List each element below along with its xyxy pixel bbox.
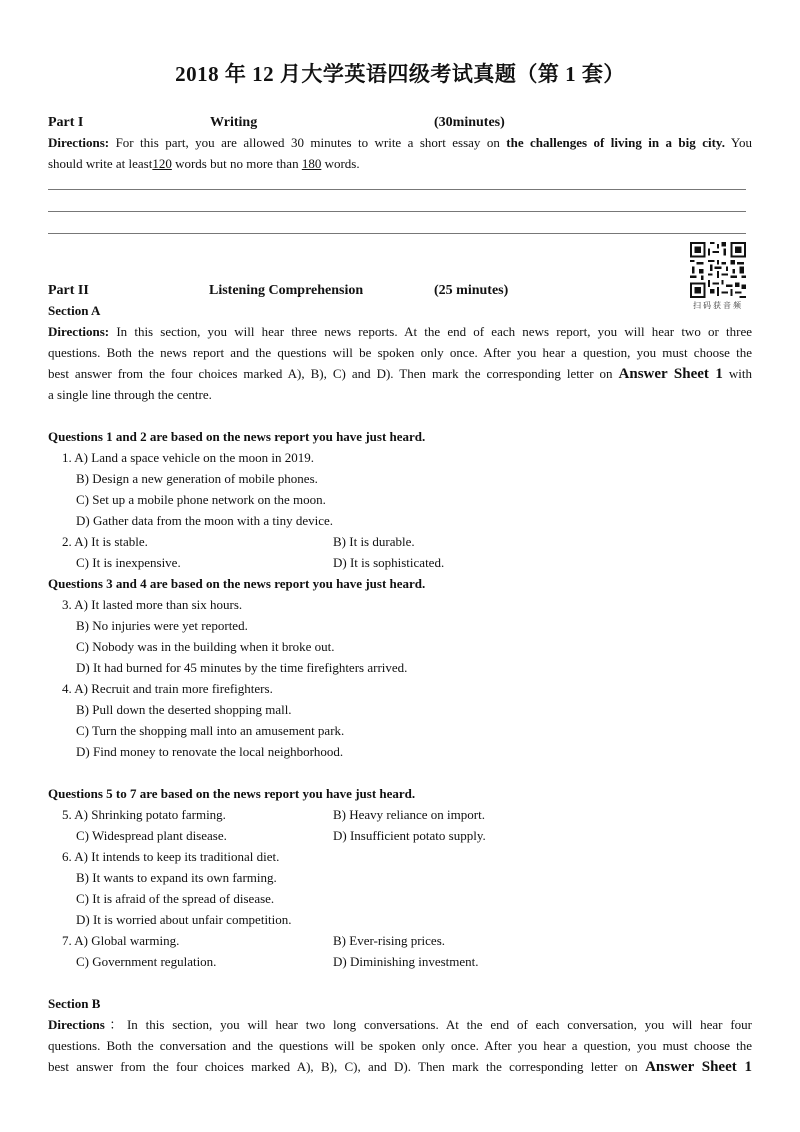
question-1-option-a: 1. A) Land a space vehicle on the moon in 2019. (62, 450, 314, 465)
question-group-heading: Questions 5 to 7 are based on the news report you have just heard. (48, 786, 416, 801)
question-4-option-a: 4. A) Recruit and train more firefighters. (62, 681, 273, 696)
question-group-heading: Questions 1 and 2 are based on the news report you have just heard. (48, 429, 426, 444)
question-5-option-c: C) Widespread plant disease. (76, 828, 227, 843)
question-2-option-a: 2. A) It is stable. (62, 534, 148, 549)
qr-caption: 扫码获音频 (693, 301, 743, 310)
min-words: 120 (152, 156, 172, 171)
writing-line (48, 189, 746, 190)
question-1-option-c: C) Set up a mobile phone network on the moon. (76, 492, 326, 507)
section-b-directions: best answer from the four choices marked A), B), C), and D). Then mark the corresponding letter on Answer Sheet 1 (48, 1059, 752, 1075)
question-1-option-d: D) Gather data from the moon with a tiny device. (76, 513, 334, 528)
part2-name: Listening Comprehension (209, 283, 364, 298)
section-a-directions: a single line through the centre. (48, 387, 212, 402)
answer-sheet-label: Answer Sheet 1 (618, 366, 723, 382)
answer-sheet-label: Answer Sheet 1 (645, 1059, 752, 1075)
part2-header (48, 283, 752, 301)
essay-topic: the challenges of living in a big city. (506, 135, 725, 150)
question-7-option-b: B) Ever-rising prices. (333, 933, 446, 948)
question-1-option-b: B) Design a new generation of mobile phones. (76, 471, 318, 486)
section-b-directions: Directions：In this section, you will hear two long conversations. At the end of each conversation, you will hear four (48, 1017, 752, 1032)
question-4-option-d: D) Find money to renovate the local neighborhood. (76, 744, 344, 759)
question-4-option-c: C) Turn the shopping mall into an amusement park. (76, 723, 345, 738)
directions-label: Directions: (48, 135, 110, 150)
question-4-option-b: B) Pull down the deserted shopping mall. (76, 702, 292, 717)
max-words: 180 (301, 156, 322, 171)
question-6-option-a: 6. A) It intends to keep its traditional diet. (62, 849, 280, 864)
question-3-option-b: B) No injuries were yet reported. (76, 618, 248, 633)
question-7-option-c: C) Government regulation. (76, 954, 217, 969)
part1-name: Writing (210, 115, 258, 130)
part2-time: (25 minutes) (434, 283, 509, 298)
question-6-option-c: C) It is afraid of the spread of disease. (76, 891, 275, 906)
section-b-directions: questions. Both the conversation and the questions will be spoken only once. After you hear a question, you must choose the (48, 1038, 752, 1053)
writing-line (48, 211, 746, 212)
section-a-directions: best answer from the four choices marked A), B), C) and D). Then mark the corresponding letter on Answer Sheet 1 with (48, 366, 752, 382)
question-2-option-d: D) It is sophisticated. (333, 555, 445, 570)
page-title: 2018 年 12 月大学英语四级考试真题（第 1 套） (175, 62, 625, 86)
question-2-option-c: C) It is inexpensive. (76, 555, 181, 570)
part1-word-limits: should write at least120 words but no more than 180 words. (48, 156, 360, 171)
part1-directions: Directions: For this part, you are allowed 30 minutes to write a short essay on the challenges of living in a big city. You (48, 135, 752, 150)
section-a-directions: questions. Both the news report and the questions will be spoken only once. After you hear a question, you must choose the (48, 345, 752, 360)
part1-label: Part I (48, 115, 84, 130)
question-3-option-d: D) It had burned for 45 minutes by the time firefighters arrived. (76, 660, 408, 675)
question-7-option-a: 7. A) Global warming. (62, 933, 180, 948)
question-5-option-a: 5. A) Shrinking potato farming. (62, 807, 226, 822)
question-6-option-d: D) It is worried about unfair competition. (76, 912, 292, 927)
question-3-option-a: 3. A) It lasted more than six hours. (62, 597, 243, 612)
question-6-option-b: B) It wants to expand its own farming. (76, 870, 277, 885)
question-3-option-c: C) Nobody was in the building when it broke out. (76, 639, 335, 654)
part1-time: (30minutes) (434, 115, 505, 130)
question-5-option-b: B) Heavy reliance on import. (333, 807, 485, 822)
question-7-option-d: D) Diminishing investment. (333, 954, 479, 969)
section-a-heading: Section A (48, 303, 101, 318)
part1-header (48, 115, 752, 133)
writing-line (48, 233, 746, 234)
question-group-heading: Questions 3 and 4 are based on the news report you have just heard. (48, 576, 426, 591)
question-2-option-b: B) It is durable. (333, 534, 415, 549)
section-a-directions: Directions: In this section, you will hear three news reports. At the end of each news report, you will hear two or three (48, 324, 752, 339)
section-b-heading: Section B (48, 996, 101, 1011)
question-5-option-d: D) Insufficient potato supply. (333, 828, 486, 843)
part2-label: Part II (48, 283, 89, 298)
